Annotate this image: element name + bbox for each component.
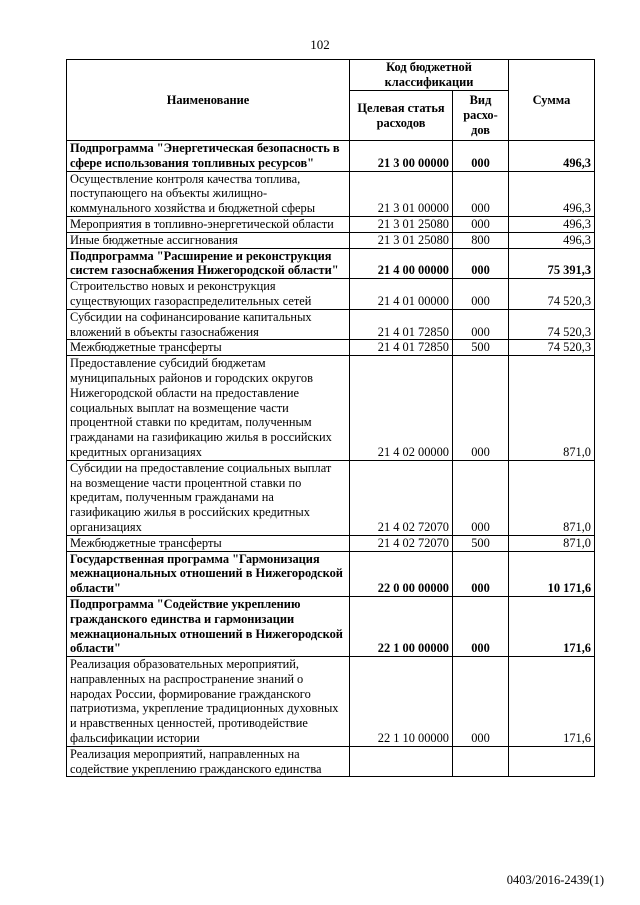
row-code: 21 4 01 72850 xyxy=(350,340,453,356)
row-type: 000 xyxy=(453,551,509,596)
header-row-1 xyxy=(67,60,595,91)
table-row xyxy=(67,141,595,172)
row-type: 000 xyxy=(453,279,509,310)
table-row xyxy=(67,309,595,340)
row-code: 21 3 01 00000 xyxy=(350,171,453,216)
row-type: 000 xyxy=(453,657,509,747)
row-code: 22 1 00 00000 xyxy=(350,596,453,656)
row-sum xyxy=(509,746,595,777)
row-name: Мероприятия в топливно-энергетической области xyxy=(67,216,350,232)
table-row xyxy=(67,216,595,232)
row-code: 21 4 01 00000 xyxy=(350,279,453,310)
row-name: Подпрограмма "Содействие укреплению гражданского единства и гармонизации межнациональных отношений в Нижегородской области" xyxy=(67,596,350,656)
row-sum: 871,0 xyxy=(509,535,595,551)
row-sum: 496,3 xyxy=(509,171,595,216)
row-code: 21 3 00 00000 xyxy=(350,141,453,172)
row-name: Подпрограмма "Энергетическая безопасность в сфере использования топливных ресурсов" xyxy=(67,141,350,172)
row-type: 500 xyxy=(453,535,509,551)
row-sum: 871,0 xyxy=(509,460,595,535)
row-sum: 75 391,3 xyxy=(509,248,595,279)
row-sum: 496,3 xyxy=(509,216,595,232)
row-type: 500 xyxy=(453,340,509,356)
row-code: 21 3 01 25080 xyxy=(350,216,453,232)
row-type: 000 xyxy=(453,216,509,232)
row-type: 000 xyxy=(453,460,509,535)
row-type: 000 xyxy=(453,356,509,461)
row-name: Иные бюджетные ассигнования xyxy=(67,232,350,248)
row-code: 22 0 00 00000 xyxy=(350,551,453,596)
row-type: 000 xyxy=(453,596,509,656)
row-name: Предоставление субсидий бюджетам муниципальных районов и городских округов Нижегородской области на предоставление социальных выплат на возмещение части процентной ставки по кредитам, полученным гражданами на газификацию жилья в российских кредитных организациях xyxy=(67,356,350,461)
row-name: Осуществление контроля качества топлива, поступающего на объекты жилищно-коммунального хозяйства и бюджетной сферы xyxy=(67,171,350,216)
row-name: Строительство новых и реконструкция существующих газораспределительных сетей xyxy=(67,279,350,310)
row-code: 21 4 00 00000 xyxy=(350,248,453,279)
header-sum: Сумма xyxy=(509,60,595,141)
row-code: 21 3 01 25080 xyxy=(350,232,453,248)
table-row xyxy=(67,232,595,248)
table-row xyxy=(67,551,595,596)
row-type: 000 xyxy=(453,309,509,340)
row-code: 21 4 02 00000 xyxy=(350,356,453,461)
table-row xyxy=(67,596,595,656)
row-name: Субсидии на софинансирование капитальных вложений в объекты газоснабжения xyxy=(67,309,350,340)
row-name: Межбюджетные трансферты xyxy=(67,340,350,356)
row-sum: 171,6 xyxy=(509,657,595,747)
row-code: 21 4 01 72850 xyxy=(350,309,453,340)
row-type xyxy=(453,746,509,777)
header-expense-type: Вид расхо-дов xyxy=(453,91,509,141)
row-code xyxy=(350,746,453,777)
row-sum: 74 520,3 xyxy=(509,279,595,310)
table-row xyxy=(67,460,595,535)
row-type: 000 xyxy=(453,248,509,279)
row-code: 21 4 02 72070 xyxy=(350,460,453,535)
row-sum: 171,6 xyxy=(509,596,595,656)
table-row xyxy=(67,356,595,461)
table-row xyxy=(67,746,595,777)
header-classification: Код бюджетной классификации xyxy=(350,60,509,91)
page-number: 102 xyxy=(310,37,330,52)
row-sum: 496,3 xyxy=(509,141,595,172)
table-row xyxy=(67,248,595,279)
table-row xyxy=(67,340,595,356)
table-body xyxy=(67,141,595,777)
row-sum: 10 171,6 xyxy=(509,551,595,596)
row-sum: 871,0 xyxy=(509,356,595,461)
budget-table xyxy=(66,59,595,777)
row-sum: 496,3 xyxy=(509,232,595,248)
header-target-article: Целевая статья расходов xyxy=(350,91,453,141)
row-code: 22 1 10 00000 xyxy=(350,657,453,747)
row-sum: 74 520,3 xyxy=(509,340,595,356)
row-name: Межбюджетные трансферты xyxy=(67,535,350,551)
row-name: Реализация образовательных мероприятий, направленных на распространение знаний о народах России, формирование гражданского патриотизма, укрепление традиционных духовных и нравственных ценностей, противодействие фальсификации истории xyxy=(67,657,350,747)
row-type: 800 xyxy=(453,232,509,248)
table-row xyxy=(67,279,595,310)
table-row xyxy=(67,171,595,216)
row-name: Государственная программа "Гармонизация межнациональных отношений в Нижегородской области" xyxy=(67,551,350,596)
row-type: 000 xyxy=(453,141,509,172)
header-name: Наименование xyxy=(67,60,350,141)
table-row xyxy=(67,535,595,551)
row-code: 21 4 02 72070 xyxy=(350,535,453,551)
row-name: Реализация мероприятий, направленных на содействие укреплению гражданского единства xyxy=(67,746,350,777)
row-sum: 74 520,3 xyxy=(509,309,595,340)
table-row xyxy=(67,657,595,747)
document-code: 0403/2016-2439(1) xyxy=(506,873,604,887)
row-name: Субсидии на предоставление социальных выплат на возмещение части процентной ставки по кредитам, полученным гражданами на газификацию жилья в российских кредитных организациях xyxy=(67,460,350,535)
row-type: 000 xyxy=(453,171,509,216)
row-name: Подпрограмма "Расширение и реконструкция систем газоснабжения Нижегородской области" xyxy=(67,248,350,279)
